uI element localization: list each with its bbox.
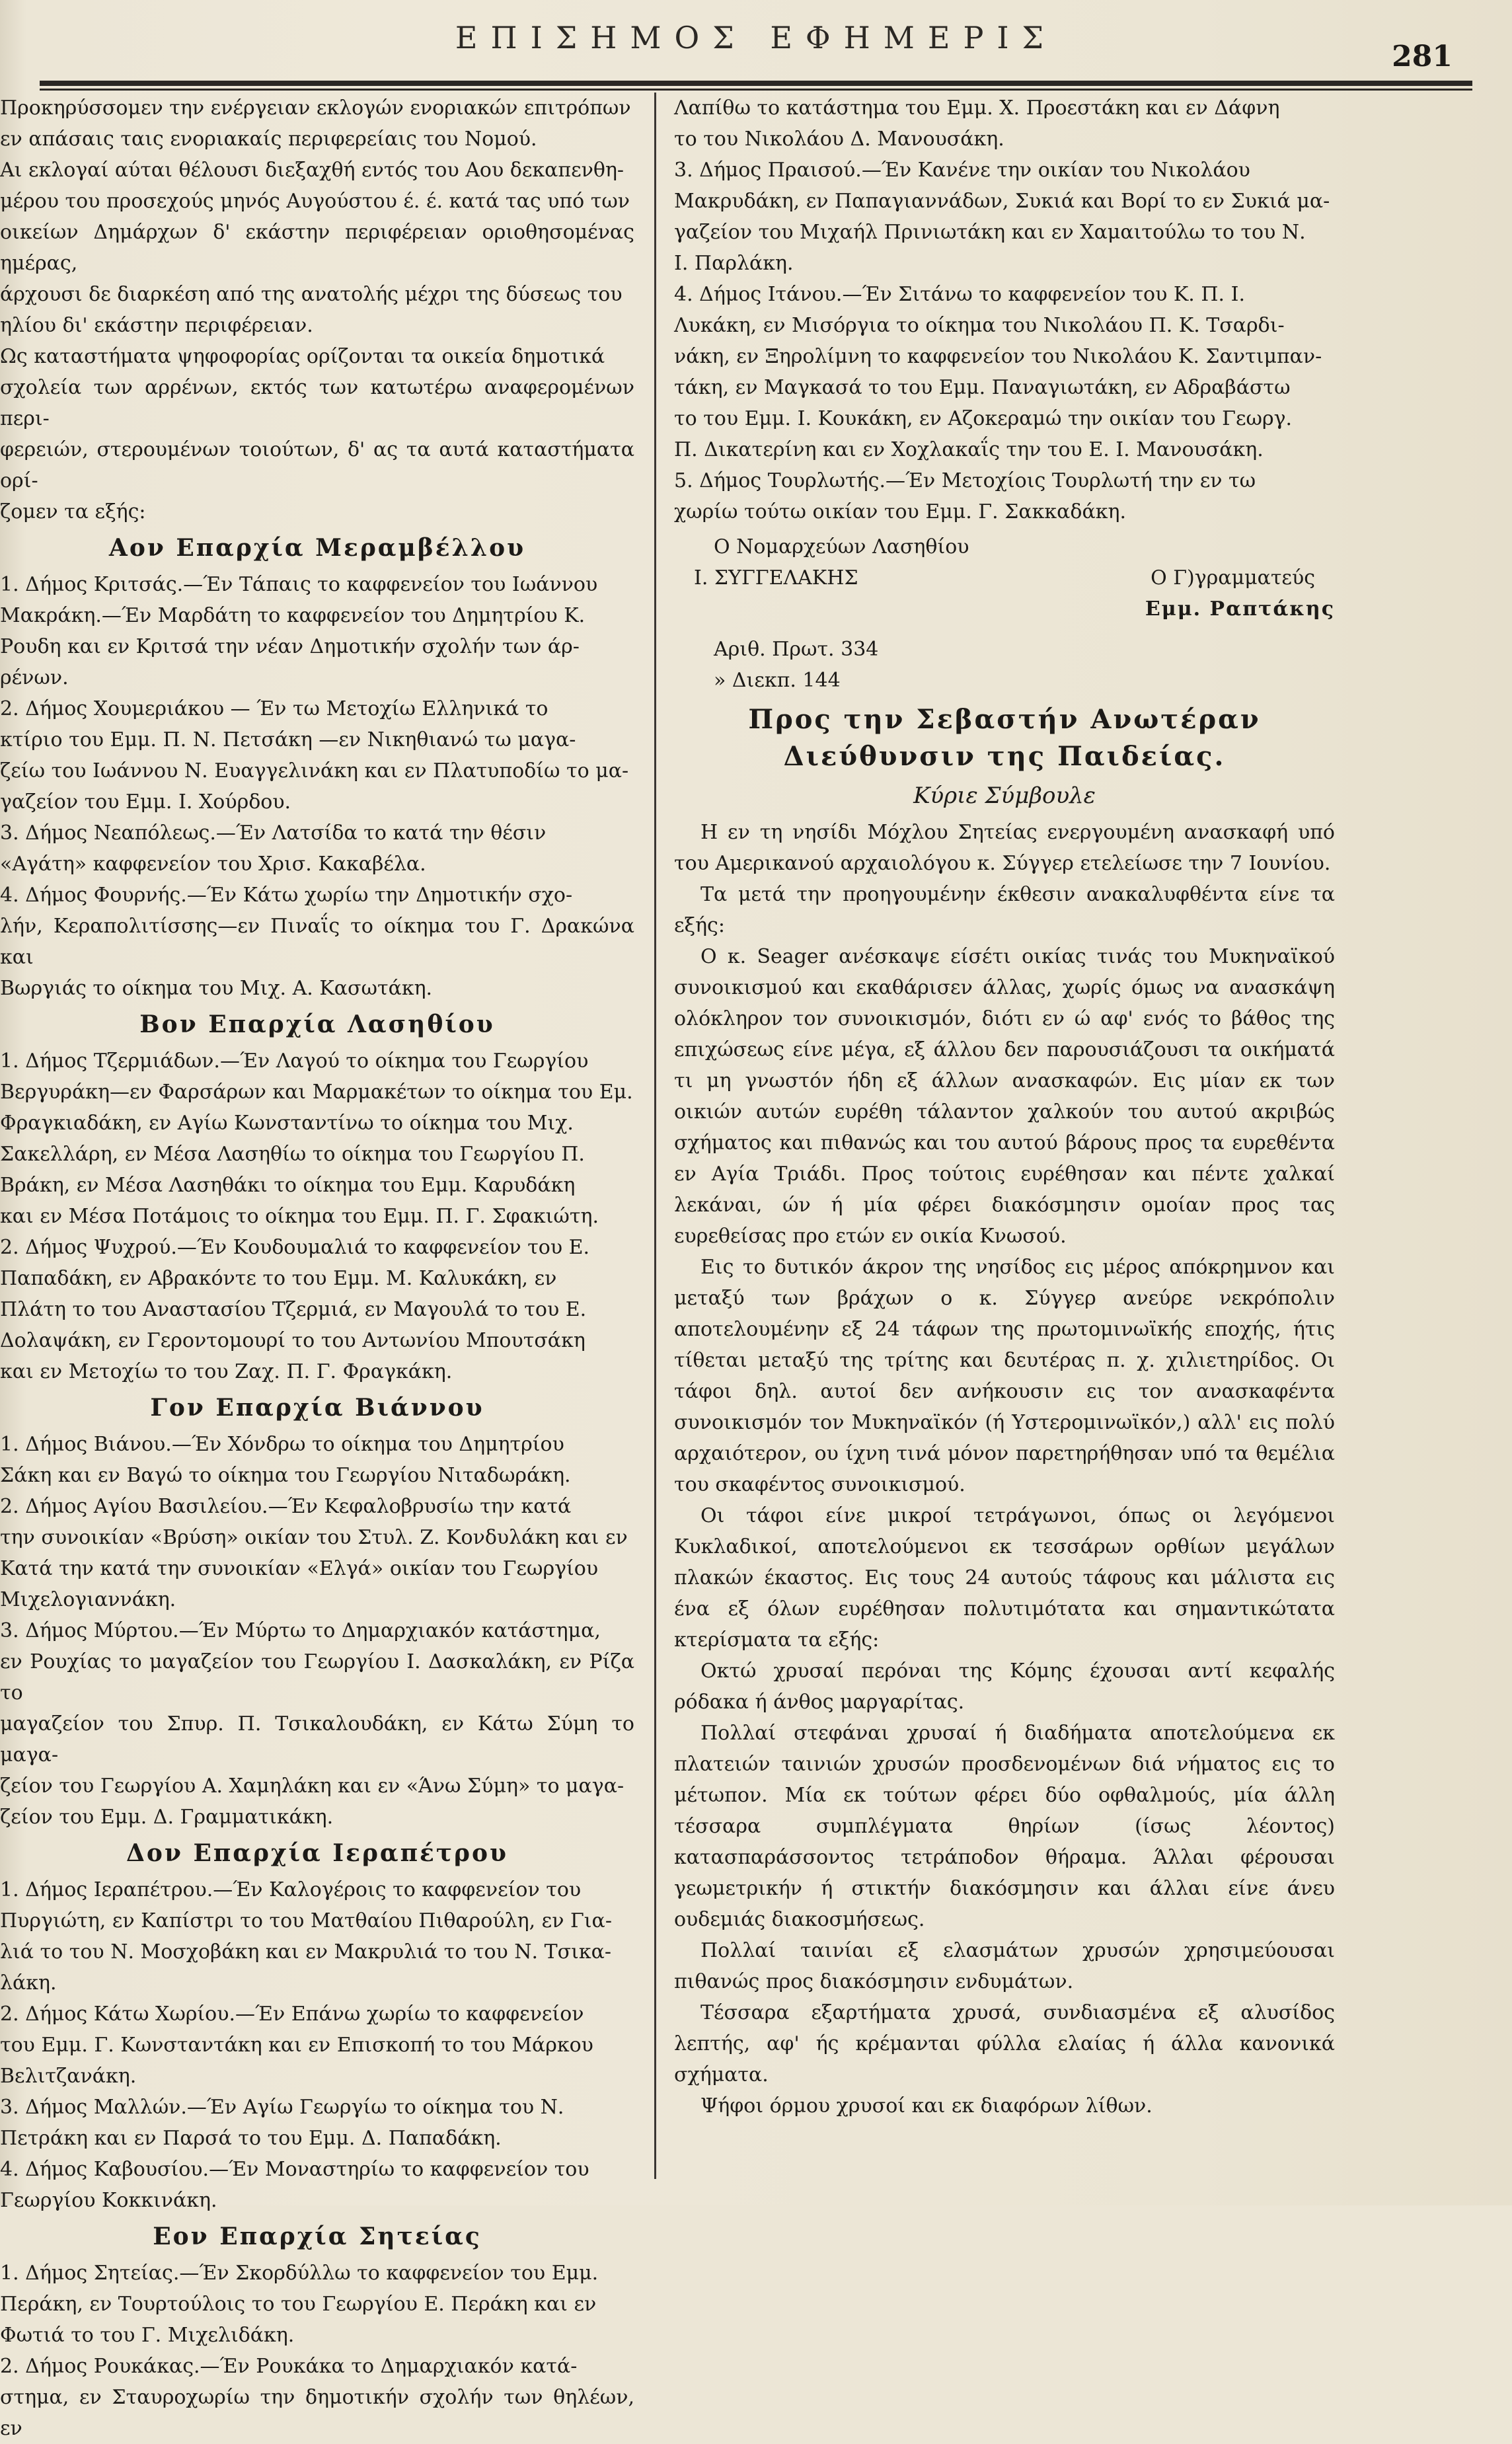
secretary-name: Εμμ. Ραπτάκης xyxy=(1145,597,1335,621)
text-line: Αι εκλογαί αύται θέλουσι διεξαχθή εντός του Αου δεκαπενθη- xyxy=(0,159,624,182)
text-line: γαζείον του Μιχαήλ Πρινιωτάκη και εν Χαμαιτούλω το του Ν. xyxy=(674,221,1306,244)
text-line: Προκηρύσσομεν την ενέργειαν εκλογών ενοριακών επιτρόπων xyxy=(0,96,631,120)
text-line: Παπαδάκη, εν Αβρακόντε το του Εμμ. Μ. Καλυκάκη, εν xyxy=(0,1267,557,1290)
left-column xyxy=(0,93,634,2444)
header-rule-thick xyxy=(40,81,1472,86)
page-header xyxy=(40,20,1472,73)
text-line: Δολαψάκη, εν Γεροντομουρί το του Αντωνίου Μπουτσάκη xyxy=(0,1329,586,1352)
text-line: 5. Δήμος Τουρλωτής.—Έν Μετοχίοις Τουρλωτή την εν τω xyxy=(674,469,1256,492)
text-line: Βωργιάς το οίκημα του Μιχ. Α. Κασωτάκη. xyxy=(0,977,433,1000)
text-line: Φραγκιαδάκη, εν Αγίω Κωνσταντίνω το οίκημα του Μιχ. xyxy=(0,1112,574,1135)
text-line: φερειών, στερουμένων τοιούτων, δ' ας τα αυτά καταστήματα ορί- xyxy=(0,438,634,492)
text-line: 3. Δήμος Πραισού.—Έν Κανένε την οικίαν του Νικολάου xyxy=(674,159,1250,182)
text-line: στημα, εν Σταυροχωρίω την δημοτικήν σχολήν των θηλέων, εν xyxy=(0,2386,634,2440)
text-line: 4. Δήμος Φουρνής.—Έν Κάτω χωρίω την Δημοτικήν σχο- xyxy=(0,884,573,907)
right-column xyxy=(674,93,1335,2121)
column-divider xyxy=(654,93,656,2179)
text-line: 1. Δήμος Σητείας.—Έν Σκορδύλλω το καφφενείον του Εμμ. xyxy=(0,2262,599,2285)
text-line: Π. Δικατερίνη και εν Χοχλακαΐς την του Ε. Ι. Μανουσάκη. xyxy=(674,438,1264,461)
text-line: εν απάσαις ταις ενοριακαίς περιφερείαις του Νομού. xyxy=(0,128,537,151)
text-line: νάκη, εν Ξηρολίμνη το καφφενείον του Νικολάου Κ. Σαντιμπαν- xyxy=(674,345,1322,368)
text-line: Βεργυράκη—εν Φαρσάρων και Μαρμακέτων το οίκημα του Εμ. xyxy=(0,1081,633,1104)
continuation-block xyxy=(674,93,1335,527)
text-line: άρχουσι δε διαρκέση από της ανατολής μέχρι της δύσεως του xyxy=(0,283,623,306)
text-line: μαγαζείον του Σπυρ. Π. Τσικαλουδάκη, εν Κάτω Σύμη το μαγα- xyxy=(0,1712,634,1767)
text-line: μέρου του προσεχούς μηνός Αυγούστου έ. έ. κατά τας υπό των xyxy=(0,190,630,213)
text-line: οικείων Δημάρχων δ' εκάστην περιφέρειαν οριοθησομένας ημέρας, xyxy=(0,221,634,275)
text-line: λήν, Κεραπολιτίσσης—εν Πιναΐς το οίκημα του Γ. Δρακώνα και xyxy=(0,915,634,969)
text-line: 2. Δήμος Αγίου Βασιλείου.—Έν Κεφαλοβρυσίω την κατά xyxy=(0,1495,572,1518)
text-line: 2. Δήμος Ρουκάκας.—Έν Ρουκάκα το Δημαρχιακόν κατά- xyxy=(0,2355,578,2378)
section-heading: Γον Επαρχία Βιάννου xyxy=(150,1394,484,1422)
text-line: Λαπίθω το κατάστημα του Εμμ. Χ. Προεστάκη και εν Δάφνη xyxy=(674,96,1280,120)
paragraph: Τέσσαρα εξαρτήματα χρυσά, συνδιασμένα εξ αλυσίδος λεπτής, αφ' ής κρέμανται φύλλα ελαίας ή άλλα κανονικά σχήματα. xyxy=(674,2001,1335,2086)
paragraph: Ο κ. Seager ανέσκαψε είσέτι οικίας τινάς του Μυκηναϊκού συνοικισμού και εκαθάρισεν άλλας, χωρίς όμως να ανασκάψη ολόκληρον τον συνοικισμόν, διότι εν ώ αφ' ενός το βάθος της επιχώσεως είνε μέγα, εξ άλλου δεν παρουσιάζουσι τα οικήματά τι μη γνωστόν ήδη εξ άλλων ανασκαφών. Εις μίαν εκ των οικιών αυτών ευρέθη τάλαντον χαλκούν του αυτού ακριβώς σχήματος και πιθανώς και του αυτού βάρους προς τα ευρεθέντα εν Αγία Τριάδι. Προς τούτοις ευρέθησαν και πέντε χαλκαί λεκάναι, ών ή μία φέρει διακόσμησιν ομοίαν προς τας ευρεθείσας προ ετών εν οικία Κνωσού. xyxy=(674,945,1335,1248)
paragraph: Τα μετά την προηγουμένην έκθεσιν ανακαλυφθέντα είνε τα εξής: xyxy=(674,883,1335,937)
text-line: Φωτιά το του Γ. Μιχελιδάκη. xyxy=(0,2324,295,2347)
prefect-name: Ι. ΣΥΓΓΕΛΑΚΗΣ xyxy=(694,566,858,590)
section-heading: Βον Επαρχία Λασηθίου xyxy=(139,1011,495,1038)
text-line: χωρίω τούτω οικίαν του Εμμ. Γ. Σακκαδάκη. xyxy=(674,500,1126,523)
text-line: Σάκη και εν Βαγώ το οίκημα του Γεωργίου Νιταδωράκη. xyxy=(0,1464,571,1487)
intro-block xyxy=(0,93,634,527)
text-line: Σακελλάρη, εν Μέσα Λασηθίω το οίκημα του Γεωργίου Π. xyxy=(0,1143,585,1166)
section-body xyxy=(0,1874,634,2216)
text-line: 3. Δήμος Νεαπόλεως.—Έν Λατσίδα το κατά την θέσιν xyxy=(0,821,547,845)
text-line: 3. Δήμος Μαλλών.—Έν Αγίω Γεωργίω το οίκημα του Ν. xyxy=(0,2096,564,2119)
paragraph: Οι τάφοι είνε μικροί τετράγωνοι, όπως οι λεγόμενοι Κυκλαδικοί, αποτελούμενοι εκ τεσσάρων ορθίων μεγάλων πλακών έκαστος. Εις τους 24 αυτούς τάφους και μάλιστα εις ένα εξ όλων ευρέθησαν πολυτιμότατα και σημαντικώτατα κτερίσματα τα εξής: xyxy=(674,1504,1335,1652)
paragraph: Πολλαί στεφάναι χρυσαί ή διαδήματα αποτελούμενα εκ πλατειών ταινιών χρυσών προσδενομένων διά νήματος εις το μέτωπον. Μία εκ τούτων φέρει δύο οφθαλμούς, μία άλλη τέσσαρα συμπλέγματα θηρίων (ίσως λέοντος) κατασπαράσσοντος τετράποδον θήραμα. Άλλαι φέρουσαι γεωμετρικήν ή στικτήν διακόσμησιν και άλλαι είνε άνευ ουδεμιάς διακοσμήσεως. xyxy=(674,1722,1335,1931)
text-line: Ρουδη και εν Κριτσά την νέαν Δημοτικήν σχολήν των άρ- xyxy=(0,635,580,658)
paragraph: Η εν τη νησίδι Μόχλου Σητείας ενεργουμένη ανασκαφή υπό του Αμερικανού αρχαιολόγου κ. Σύγγερ ετελείωσε την 7 Ιουνίου. xyxy=(674,821,1335,875)
text-line: τάκη, εν Μαγκασά το του Εμμ. Παναγιωτάκη, εν Αδραβάστω xyxy=(674,376,1291,399)
text-line: Πλάτη το του Αναστασίου Τζερμιά, εν Μαγουλά το του Ε. xyxy=(0,1298,587,1321)
text-line: ζείω του Ιωάννου Ν. Ευαγγελινάκη και εν Πλατυποδίω το μα- xyxy=(0,759,629,783)
text-line: 1. Δήμος Ιεραπέτρου.—Έν Καλογέροις το καφφενείον του xyxy=(0,1878,582,1901)
paragraph: Εις το δυτικόν άκρον της νησίδος εις μέρος απόκρημνον και μεταξύ των βράχων ο κ. Σύγγερ ανεύρε νεκρόπολιν αποτελουμένην εξ 24 τάφων της πρωτομινωϊκής εποχής, ήτις τίθεται μεταξύ της τρίτης και δευτέρας π. χ. χιλιετηρίδος. Οι τάφοι δηλ. αυτοί δεν ανήκουσιν εις τον ανασκαφέντα συνοικισμόν τον Μυκηναϊκόν (ή Υστερομινωϊκόν,) αλλ' εις πολύ αρχαιότερον, ου ίχνη τινά μόνον παρετηρήθησαν υπό τα θεμέλια του σκαφέντος συνοικισμού. xyxy=(674,1256,1335,1496)
text-line: ρένων. xyxy=(0,666,69,689)
text-line: Γεωργίου Κοκκινάκη. xyxy=(0,2189,217,2212)
text-line: Λυκάκη, εν Μισόργια το οίκημα του Νικολάου Π. Κ. Τσαρδι- xyxy=(674,314,1285,337)
section-body xyxy=(0,2258,634,2444)
masthead: ΕΠΙΣΗΜΟΣ ΕΦΗΜΕΡΙΣ xyxy=(455,20,1057,56)
text-line: και εν Μετοχίω το του Ζαχ. Π. Γ. Φραγκάκη. xyxy=(0,1360,453,1383)
text-line: 3. Δήμος Μύρτου.—Έν Μύρτω το Δημαρχιακόν κατάστημα, xyxy=(0,1619,601,1642)
text-line: το του Νικολάου Δ. Μανουσάκη. xyxy=(674,128,1004,151)
text-line: 2. Δήμος Κάτω Χωρίου.—Έν Επάνω χωρίω το καφφενείον xyxy=(0,2003,584,2026)
text-line: 1. Δήμος Βιάνου.—Έν Χόνδρω το οίκημα του Δημητρίου xyxy=(0,1433,564,1456)
text-line: εν Ρουχίας το μαγαζείον του Γεωργίου Ι. Δασκαλάκη, εν Ρίζα το xyxy=(0,1650,634,1704)
protocol-number: Αριθ. Πρωτ. 334 xyxy=(714,638,879,661)
text-line: ζείον του Εμμ. Δ. Γραμματικάκη. xyxy=(0,1806,334,1829)
text-line: το του Εμμ. Ι. Κουκάκη, εν Αζοκεραμώ την οικίαν του Γεωργ. xyxy=(674,407,1293,430)
section-body xyxy=(0,1429,634,1833)
paragraph: Οκτώ χρυσαί περόναι της Κόμης έχουσαι αντί κεφαλής ρόδακα ή άνθος μαργαρίτας. xyxy=(674,1660,1335,1714)
text-line: ηλίου δι' εκάστην περιφέρειαν. xyxy=(0,314,313,337)
text-line: και εν Μέσα Ποτάμοις το οίκημα του Εμμ. Π. Γ. Σφακιώτη. xyxy=(0,1205,599,1228)
page-number: 281 xyxy=(1392,40,1453,73)
text-line: 1. Δήμος Κριτσάς.—Έν Τάπαις το καφφενείον του Ιωάννου xyxy=(0,573,598,596)
text-line: Πετράκη και εν Παρσά το του Εμμ. Δ. Παπαδάκη. xyxy=(0,2127,502,2150)
signature-block xyxy=(674,531,1335,625)
text-line: λάκη. xyxy=(0,1971,57,1995)
text-line: 2. Δήμος Χουμεριάκου — Έν τω Μετοχίω Ελληνικά το xyxy=(0,697,548,720)
text-line: Βελιτζανάκη. xyxy=(0,2065,137,2088)
section-heading: Αον Επαρχία Μεραμβέλλου xyxy=(108,534,526,562)
text-line: 1. Δήμος Τζερμιάδων.—Έν Λαγού το οίκημα του Γεωργίου xyxy=(0,1050,589,1073)
section-body xyxy=(0,569,634,1004)
text-line: «Αγάτη» καφφενείον του Χρισ. Κακαβέλα. xyxy=(0,853,426,876)
secretary-label: Ο Γ)γραμματεύς xyxy=(1151,566,1315,590)
section-heading: Εον Επαρχία Σητείας xyxy=(153,2223,482,2250)
text-line: λιά το του Ν. Μοσχοβάκη και εν Μακρυλιά το του Ν. Τσικα- xyxy=(0,1940,612,1964)
signature-row xyxy=(674,562,1335,593)
section-heading: Δον Επαρχία Ιεραπέτρου xyxy=(126,1839,508,1867)
prefect-label: Ο Νομαρχεύων Λασηθίου xyxy=(714,535,969,558)
text-line: Ι. Παρλάκη. xyxy=(674,252,794,275)
paragraph: Πολλαί ταινίαι εξ ελασμάτων χρυσών χρησιμεύουσαι πιθανώς προς διακόσμησιν ενδυμάτων. xyxy=(674,1939,1335,1993)
letter-heading: Προς την Σεβαστήν Ανωτέραν Διεύθυνσιν της Παιδείας. xyxy=(748,704,1261,772)
reference-block xyxy=(674,634,1335,696)
text-line: 4. Δήμος Καβουσίου.—Έν Μοναστηρίω το καφφενείον του xyxy=(0,2158,589,2181)
salutation: Κύριε Σύμβουλε xyxy=(913,783,1096,809)
text-line: Βράκη, εν Μέσα Λασηθάκι το οίκημα του Εμμ. Καρυδάκη xyxy=(0,1174,576,1197)
text-line: Μιχελογιαννάκη. xyxy=(0,1588,176,1611)
text-line: Μακρυδάκη, εν Παπαγιαννάδων, Συκιά και Βορί το εν Συκιά μα- xyxy=(674,190,1330,213)
text-line: Περάκη, εν Τουρτούλοις το του Γεωργίου Ε. Περάκη και εν xyxy=(0,2293,597,2316)
text-line: 2. Δήμος Ψυχρού.—Έν Κουδουμαλιά το καφφενείον του Ε. xyxy=(0,1236,590,1259)
paragraph: Ψήφοι όρμου χρυσοί και εκ διαφόρων λίθων. xyxy=(700,2094,1153,2118)
text-line: Πυργιώτη, εν Καπίστρι το του Ματθαίου Πιθαρούλη, εν Για- xyxy=(0,1909,612,1932)
header-rule-thin xyxy=(40,89,1472,91)
text-line: Κατά την κατά την συνοικίαν «Ελγά» οικίαν του Γεωργίου xyxy=(0,1557,599,1580)
text-line: Ως καταστήματα ψηφοφορίας ορίζονται τα οικεία δημοτικά xyxy=(0,345,605,368)
dispatch-number: » Διεκπ. 144 xyxy=(714,669,841,692)
text-line: την συνοικίαν «Βρύση» οικίαν του Στυλ. Ζ. Κονδυλάκη και εν xyxy=(0,1526,628,1549)
text-line: του Εμμ. Γ. Κωνσταντάκη και εν Επισκοπή το του Μάρκου xyxy=(0,2034,593,2057)
text-line: κτίριο του Εμμ. Π. Ν. Πετσάκη —εν Νικηθιανώ τω μαγα- xyxy=(0,728,576,751)
text-line: γαζείον του Εμμ. Ι. Χούρδου. xyxy=(0,790,291,814)
text-line: Μακράκη.—Έν Μαρδάτη το καφφενείον του Δημητρίου Κ. xyxy=(0,604,586,627)
letter-body xyxy=(674,817,1335,2121)
text-line: ζείον του Γεωργίου Α. Χαμηλάκη και εν «Άνω Σύμη» το μαγα- xyxy=(0,1775,624,1798)
text-line: 4. Δήμος Ιτάνου.—Έν Σιτάνω το καφφενείον του Κ. Π. Ι. xyxy=(674,283,1245,306)
text-line: σχολεία των αρρένων, εκτός των κατωτέρω αναφερομένων περι- xyxy=(0,376,634,430)
section-body xyxy=(0,1046,634,1387)
text-line: ζομεν τα εξής: xyxy=(0,500,146,523)
